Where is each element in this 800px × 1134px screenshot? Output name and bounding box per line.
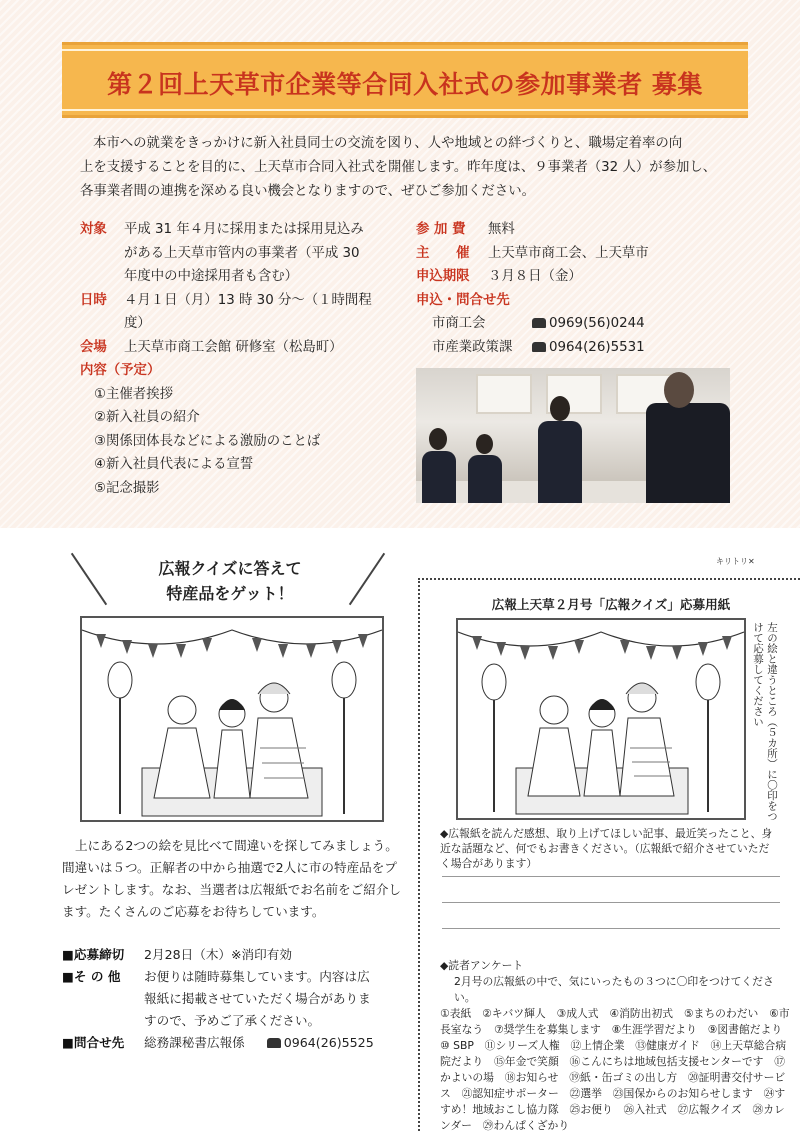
- quiz-other-value: 報紙に掲載させていただく場合がありま: [144, 991, 371, 1006]
- page-title: 第２回上天草市企業等合同入社式の参加事業者 募集: [107, 70, 703, 99]
- form-title: 広報上天草２月号「広報クイズ」応募用紙: [491, 597, 731, 612]
- photo-head: [476, 434, 493, 454]
- survey-title: ◆読者アンケート: [440, 959, 524, 972]
- content-item: ①主催者挨拶: [94, 386, 173, 402]
- contact-label: 申込・問合せ先: [416, 292, 510, 308]
- fee-label: 参 加 費: [416, 222, 466, 237]
- survey-text: 2月号の広報紙の中で、気にいったもの３つに〇印をつけてください。: [454, 975, 774, 1004]
- quiz-inquiry-value: 総務課秘書広報係: [144, 1035, 245, 1050]
- photo-person: [468, 455, 502, 503]
- content-item: ③関係団体長などによる激励のことば: [94, 433, 321, 449]
- hina-dolls-illustration: [82, 618, 382, 820]
- photo-person: [646, 403, 730, 503]
- photo-person: [422, 451, 456, 503]
- quiz-deadline-label: ■応募締切: [62, 947, 125, 962]
- quiz-inquiry-row: [62, 1032, 402, 1054]
- event-details-left: [80, 218, 380, 500]
- contact-row: [416, 312, 746, 336]
- quiz-heading-line: 特産品をゲット！: [166, 584, 294, 603]
- intro-line: 本市への就業をきっかけに新入社員同士の交流を図り、人や地域との絆づくりと、職場定着率の向: [93, 136, 683, 151]
- entry-form: [418, 578, 800, 1131]
- content-item: ⑤記念撮影: [94, 480, 160, 496]
- host-row: [416, 242, 746, 266]
- photo-head: [550, 396, 570, 421]
- host-value: 上天草市商工会、上天草市: [488, 245, 649, 261]
- quiz-other-row: [62, 966, 402, 988]
- quiz-deadline-row: [62, 944, 402, 966]
- event-details-right: [416, 218, 746, 359]
- quiz-inquiry-phone: 0964(26)5525: [283, 1035, 374, 1050]
- photo-window: [476, 374, 532, 414]
- target-line: 平成 31 年４月に採用または採用見込み: [124, 222, 364, 237]
- fee-value: 無料: [488, 222, 515, 237]
- ceremony-photo: [416, 368, 730, 503]
- survey-items[interactable]: ①表紙 ②キバツ輝人 ③成人式 ④消防出初式 ⑤まちのわだい ⑥市長室なう ⑦奨学生を募集します ⑧生涯学習だより ⑨図書館だより ⑩ SBP ⑪シリーズ人権 ⑫上情企業 ⑬健康ガイド ⑭上天草総合病院だより ⑮年金で笑顔 ⑯こんにちは地域包括支援センターです ⑰かよいの場 ⑱お知らせ ⑲紙・缶ゴミの出し方 ⑳証明書交付サービス ㉑認知症サポーター ㉒選挙 ㉓国保からのお知らせします ㉔すすめ！地域おこし協力隊 ㉕お便り ㉖入社式 ㉗広報クイズ ㉘カレンダー ㉙わんぱくざかり: [440, 1007, 793, 1132]
- quiz-inquiry-label: ■問合せ先: [62, 1035, 125, 1050]
- fee-row: [416, 218, 746, 242]
- answer-line[interactable]: [442, 928, 780, 929]
- phone-icon: [532, 318, 546, 328]
- quiz-deadline-value: 2月28日（木）※消印有効: [144, 947, 292, 962]
- photo-head: [429, 428, 447, 450]
- date-value: ４月１日（月）13 時 30 分～（１時間程度）: [124, 292, 372, 331]
- recruitment-section: [0, 0, 800, 528]
- contact-row: [416, 336, 746, 360]
- contact-name: 市産業政策課: [432, 339, 513, 355]
- venue-value: 上天草市商工会館 研修室（松島町）: [124, 339, 343, 355]
- contact-phone: 0964(26)5531: [549, 339, 645, 355]
- cut-line-label: キリトリ✕: [716, 557, 755, 566]
- hina-dolls-illustration: [458, 620, 744, 818]
- intro-line: 各事業者間の連携を深める良い機会となりますので、ぜひご参加ください。: [80, 184, 536, 199]
- date-label: 日時: [80, 292, 107, 308]
- target-line: がある上天草市管内の事業者（平成 30: [124, 245, 360, 261]
- date-row: [80, 289, 380, 336]
- intro-paragraph: [80, 132, 730, 204]
- target-label: 対象: [80, 222, 107, 237]
- content-label: 内容（予定）: [80, 363, 161, 378]
- quiz-illustration-left: [80, 616, 384, 822]
- answer-line[interactable]: [442, 876, 780, 877]
- quiz-other-value: お便りは随時募集しています。内容は広: [144, 969, 370, 984]
- deadline-label: 申込期限: [416, 269, 470, 284]
- quiz-illustration-right[interactable]: [456, 618, 746, 820]
- content-item: ④新入社員代表による宣誓: [94, 457, 254, 472]
- contact-phone: 0969(56)0244: [549, 316, 645, 331]
- quiz-heading: [80, 556, 380, 606]
- deadline-row: [416, 265, 746, 289]
- quiz-heading-line: 広報クイズに答えて: [158, 559, 302, 578]
- venue-row: [80, 336, 380, 360]
- phone-icon: [267, 1038, 281, 1048]
- phone-icon: [532, 342, 546, 352]
- quiz-other-value: すので、予めご了承ください。: [144, 1013, 321, 1028]
- host-label: 主 催: [416, 245, 470, 261]
- target-line: 年度中の中途採用者も含む）: [124, 269, 299, 284]
- quiz-description: 上にある2つの絵を見比べて間違いを探してみましょう。間違いは５つ。正解者の中から抽選で2人に市の特産品をプレゼントします。なお、当選者は広報紙でお名前をご紹介します。たくさんのご応募をお待ちしています。: [62, 838, 402, 919]
- quiz-other-label: ■そ の 他: [62, 969, 121, 984]
- photo-head: [664, 372, 694, 408]
- form-survey: [440, 958, 793, 1134]
- deadline-value: ３月８日（金）: [488, 269, 582, 284]
- intro-line: 上を支援することを目的に、上天草市合同入社式を開催します。昨年度は、９事業者（32 人）が参加し、: [80, 160, 717, 175]
- contact-name: 市商工会: [432, 316, 486, 331]
- form-instruction: 左の絵と違うところ（５カ所）に〇印をつけて応募してください: [752, 622, 778, 822]
- quiz-info: [62, 944, 402, 1054]
- answer-line[interactable]: [442, 902, 780, 903]
- target-row: [80, 218, 380, 289]
- title-band: [62, 42, 748, 118]
- form-question-feedback: ◆広報紙を読んだ感想、取り上げてほしい記事、最近笑ったこと、身近な話題など、何でもお書きください。（広報紙で紹介させていただく場合があります）: [440, 827, 773, 870]
- venue-label: 会場: [80, 339, 107, 355]
- content-item: ②新入社員の紹介: [94, 410, 200, 425]
- photo-person: [538, 421, 582, 503]
